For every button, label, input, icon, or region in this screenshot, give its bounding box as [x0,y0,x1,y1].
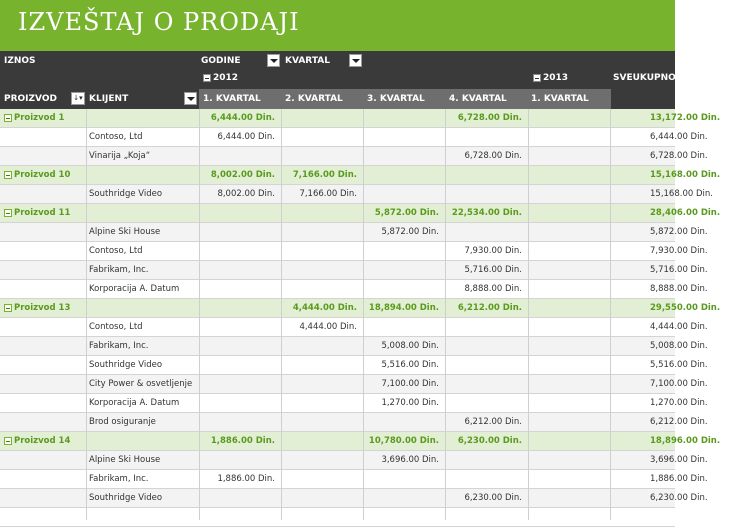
value-cell[interactable] [281,394,357,413]
product-label: Proizvod 10 [14,170,71,180]
value-cell[interactable] [281,261,357,280]
value-cell[interactable] [281,337,357,356]
grand-total-cell[interactable]: 15,168.00 Din. [650,170,721,180]
product-row[interactable] [0,204,721,223]
value-cell[interactable] [528,451,604,470]
years-field-label: GODINE [201,56,241,66]
value-cell[interactable] [446,394,522,413]
value-cell[interactable]: 6,444.00 Din. [210,113,275,123]
value-cell[interactable]: 5,516.00 Din. [381,360,439,370]
value-cell[interactable] [446,470,522,489]
client-row[interactable] [0,508,675,527]
value-cell[interactable] [363,166,439,185]
product-row[interactable] [0,432,721,451]
client-label: Fabrikam, Inc. [89,474,149,484]
product-field-label: PROIZVOD [4,94,57,104]
grid-column-line [281,109,282,520]
client-label: Fabrikam, Inc. [89,341,149,351]
value-cell[interactable] [281,128,357,147]
value-cell[interactable] [446,185,522,204]
value-cell[interactable] [281,204,357,223]
value-cell[interactable] [281,356,357,375]
grid-column-line [610,109,611,520]
client-row[interactable] [0,185,713,204]
client-label: Contoso, Ltd [89,132,143,142]
collapse-product-icon[interactable] [4,304,12,312]
value-cell[interactable] [199,299,275,318]
value-cell[interactable] [528,128,604,147]
grand-total-cell[interactable]: 6,212.00 Din. [650,417,708,427]
client-label: Southridge Video [89,189,163,199]
grand-total-cell[interactable]: 6,444.00 Din. [650,132,708,142]
grand-total-cell[interactable]: 28,406.00 Din. [650,208,721,218]
grand-total-cell[interactable]: 15,168.00 Din. [650,189,713,199]
value-cell[interactable] [199,394,275,413]
value-cell[interactable] [446,356,522,375]
value-cell[interactable] [528,470,604,489]
value-cell[interactable] [528,185,604,204]
quarter-header-2: 2. KVARTAL [285,94,343,104]
product-row[interactable] [0,299,721,318]
value-cell[interactable] [528,413,604,432]
value-cell[interactable] [363,109,439,128]
value-cell[interactable] [199,147,275,166]
value-cell[interactable]: 5,008.00 Din. [381,341,439,351]
grand-total-cell[interactable]: 3,696.00 Din. [650,455,708,465]
grand-total-cell[interactable]: 29,550.00 Din. [650,303,721,313]
collapse-product-icon[interactable] [4,437,12,445]
product-row[interactable] [0,166,721,185]
value-cell[interactable] [363,147,439,166]
grand-total-cell[interactable]: 5,008.00 Din. [650,341,708,351]
value-cell[interactable] [528,337,604,356]
client-label: Southridge Video [89,493,163,503]
value-cell[interactable]: 1,270.00 Din. [381,398,439,408]
value-cell[interactable] [528,489,604,508]
value-cell[interactable]: 10,780.00 Din. [368,436,439,446]
client-label: Contoso, Ltd [89,322,143,332]
value-cell[interactable]: 5,872.00 Din. [374,208,439,218]
value-cell[interactable] [281,470,357,489]
value-cell[interactable] [528,147,604,166]
quarter-field-label: KVARTAL [285,56,330,66]
grid-column-line [528,109,529,520]
value-cell[interactable]: 18,894.00 Din. [368,303,439,313]
collapse-product-icon[interactable] [4,114,12,122]
value-cell[interactable] [363,128,439,147]
value-cell[interactable] [363,489,439,508]
value-cell[interactable] [446,508,522,527]
collapse-2013-icon[interactable] [533,74,541,82]
quarter-header-4: 4. KVARTAL [449,94,507,104]
value-cell[interactable]: 7,166.00 Din. [292,170,357,180]
value-cell[interactable] [281,375,357,394]
client-row[interactable] [0,375,708,394]
grid-column-line [199,109,200,520]
product-sort-filter-button[interactable]: ↓▾ [71,92,85,105]
quarter-header-2013-1: 1. KVARTAL [531,94,589,104]
client-field-label: KLIJENT [89,94,129,104]
grand-total-cell[interactable]: 5,516.00 Din. [650,360,708,370]
product-label: Proizvod 1 [14,113,65,123]
value-cell[interactable] [199,508,275,527]
client-filter-dropdown[interactable] [184,92,197,105]
client-row[interactable] [0,489,708,508]
value-cell[interactable] [281,489,357,508]
value-cell[interactable] [528,109,604,128]
client-row[interactable] [0,413,708,432]
grand-total-cell[interactable]: 1,270.00 Din. [650,398,708,408]
value-cell[interactable] [281,147,357,166]
value-cell[interactable]: 7,930.00 Din. [464,246,522,256]
grid-column-line [86,109,87,520]
value-cell[interactable]: 4,444.00 Din. [292,303,357,313]
value-cell[interactable] [528,299,604,318]
value-cell[interactable] [446,337,522,356]
value-cell[interactable] [528,356,604,375]
value-cell[interactable] [528,280,604,299]
year-2012-label: 2012 [213,73,239,83]
value-cell[interactable] [281,280,357,299]
client-label: City Power & osvetljenje [89,379,193,389]
grand-total-cell[interactable]: 18,896.00 Din. [650,436,721,446]
value-cell[interactable] [281,413,357,432]
report-title-bar [0,0,675,51]
client-label: Alpine Ski House [89,227,161,237]
quarter-header-1: 1. KVARTAL [203,94,261,104]
grand-total-cell[interactable]: 13,172.00 Din. [650,113,721,123]
grid-column-line [445,109,446,520]
value-cell[interactable] [446,451,522,470]
client-row[interactable] [0,280,708,299]
value-cell[interactable]: 6,728.00 Din. [464,151,522,161]
value-cell[interactable] [446,128,522,147]
value-cell[interactable]: 22,534.00 Din. [451,208,522,218]
values-field-label: IZNOS [4,56,36,66]
value-cell[interactable]: 6,444.00 Din. [217,132,275,142]
collapse-product-icon[interactable] [4,209,12,217]
grand-total-cell[interactable]: 5,872.00 Din. [650,227,708,237]
grand-total-cell[interactable]: 6,728.00 Din. [650,151,708,161]
value-cell[interactable] [281,451,357,470]
product-label: Proizvod 11 [14,208,71,218]
value-cell[interactable] [199,318,275,337]
value-cell[interactable] [199,242,275,261]
grand-total-cell[interactable]: 5,716.00 Din. [650,265,708,275]
grand-total-cell[interactable]: 4,444.00 Din. [650,322,708,332]
years-filter-dropdown[interactable] [267,54,280,67]
client-label: Southridge Video [89,360,163,370]
value-cell[interactable] [281,223,357,242]
value-cell[interactable] [446,166,522,185]
grand-total-header: SVEUKUPNO [613,73,676,83]
value-cell[interactable] [446,375,522,394]
grand-total-cell[interactable]: 8,888.00 Din. [650,284,708,294]
value-cell[interactable] [363,508,439,527]
client-row[interactable] [0,470,708,489]
value-cell[interactable]: 8,888.00 Din. [464,284,522,294]
value-cell[interactable]: 5,872.00 Din. [381,227,439,237]
grand-total-cell[interactable]: 7,100.00 Din. [650,379,708,389]
value-cell[interactable]: 4,444.00 Din. [299,322,357,332]
client-row[interactable] [0,128,708,147]
value-cell[interactable] [528,394,604,413]
client-label: Vinarija „Koja“ [89,151,151,161]
value-cell[interactable]: 5,716.00 Din. [464,265,522,275]
client-row[interactable] [0,394,708,413]
product-label: Proizvod 14 [14,436,71,446]
value-cell[interactable] [528,223,604,242]
client-label: Contoso, Ltd [89,246,143,256]
grid-column-line [363,109,364,520]
grand-total-cell[interactable]: 1,886.00 Din. [650,474,708,484]
value-cell[interactable]: 8,002.00 Din. [210,170,275,180]
value-cell[interactable] [528,375,604,394]
client-label: Alpine Ski House [89,455,161,465]
value-cell[interactable] [363,318,439,337]
client-label: Korporacija A. Datum [89,284,180,294]
value-cell[interactable] [528,318,604,337]
value-cell[interactable] [363,185,439,204]
report-title: IZVEŠTAJ O PRODAJI [18,8,300,36]
collapse-product-icon[interactable] [4,171,12,179]
value-cell[interactable] [199,489,275,508]
collapse-2012-icon[interactable] [203,74,211,82]
value-cell[interactable] [363,470,439,489]
value-cell[interactable] [446,318,522,337]
value-cell[interactable]: 6,230.00 Din. [457,436,522,446]
value-cell[interactable] [199,337,275,356]
value-cell[interactable] [199,413,275,432]
value-cell[interactable] [199,261,275,280]
value-cell[interactable] [199,223,275,242]
value-cell[interactable] [446,223,522,242]
value-cell[interactable]: 7,100.00 Din. [381,379,439,389]
product-row[interactable] [0,109,721,128]
value-cell[interactable] [528,508,604,527]
quarter-filter-dropdown[interactable] [349,54,362,67]
value-cell[interactable]: 7,166.00 Din. [299,189,357,199]
value-cell[interactable] [199,356,275,375]
value-cell[interactable] [363,413,439,432]
value-cell[interactable] [363,242,439,261]
value-cell[interactable]: 6,230.00 Din. [464,493,522,503]
value-cell[interactable] [199,375,275,394]
value-cell[interactable] [528,204,604,223]
value-cell[interactable] [528,261,604,280]
value-cell[interactable] [199,280,275,299]
value-cell[interactable] [281,109,357,128]
value-cell[interactable] [528,166,604,185]
value-cell[interactable] [528,432,604,451]
product-label: Proizvod 13 [14,303,71,313]
client-row[interactable] [0,147,708,166]
quarter-header-3: 3. KVARTAL [367,94,425,104]
value-cell[interactable] [528,242,604,261]
client-row[interactable] [0,356,708,375]
value-cell[interactable]: 6,212.00 Din. [464,417,522,427]
value-cell[interactable]: 1,886.00 Din. [210,436,275,446]
value-cell[interactable] [199,204,275,223]
client-row[interactable] [0,223,708,242]
client-row[interactable] [0,242,708,261]
value-cell[interactable] [281,242,357,261]
value-cell[interactable]: 8,002.00 Din. [217,189,275,199]
client-label: Brod osiguranje [89,417,156,427]
value-cell[interactable]: 6,728.00 Din. [457,113,522,123]
year-2013-label: 2013 [543,73,569,83]
grand-total-cell[interactable]: 6,230.00 Din. [650,493,708,503]
value-cell[interactable]: 1,886.00 Din. [217,474,275,484]
value-cell[interactable]: 6,212.00 Din. [457,303,522,313]
grand-total-cell[interactable]: 7,930.00 Din. [650,246,708,256]
value-cell[interactable] [363,280,439,299]
client-row[interactable] [0,318,708,337]
client-row[interactable] [0,451,708,470]
value-cell[interactable]: 3,696.00 Din. [381,455,439,465]
client-label: Korporacija A. Datum [89,398,180,408]
client-row[interactable] [0,261,708,280]
grand-total-cell[interactable] [612,508,740,527]
value-cell[interactable] [281,432,357,451]
client-label: Fabrikam, Inc. [89,265,149,275]
value-cell[interactable] [363,261,439,280]
value-cell[interactable] [281,508,357,527]
client-row[interactable] [0,337,708,356]
value-cell[interactable] [199,451,275,470]
